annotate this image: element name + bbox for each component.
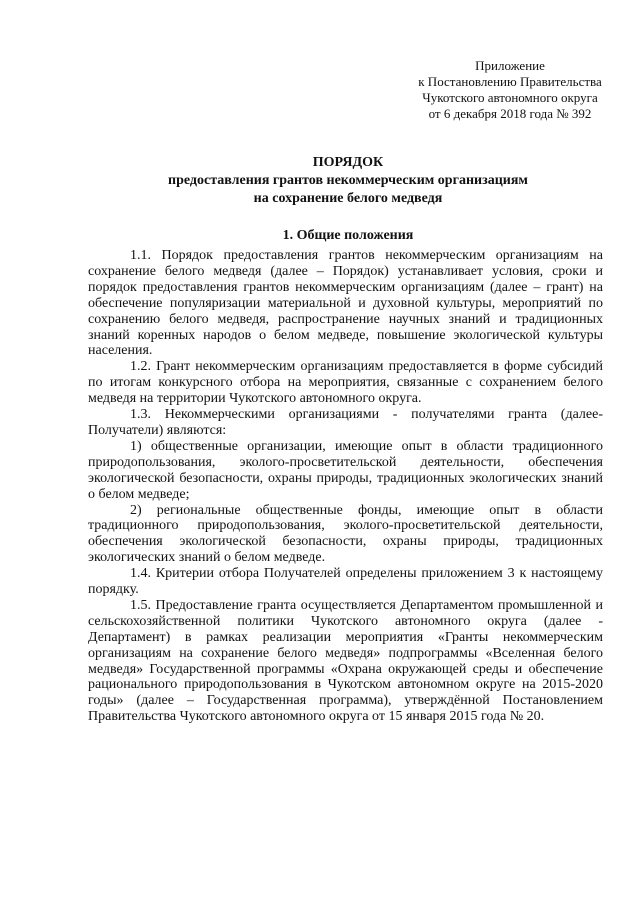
paragraph-1-1: 1.1. Порядок предоставления грантов некоммерческим организациям на сохранение белого медведя (далее – Порядок) устанавливает условия, сроки и порядок предоставления грантов некоммерческим организациям (далее – грант) на обеспечение популяризации материальной и духовной культуры, мероприятий по сохранению белого медведя, распространение научных знаний и традиционных знаний коренных народов о белом медведе, повышение экологической культуры населения. bbox=[88, 248, 603, 359]
title-subtitle-line-2: на сохранение белого медведя bbox=[253, 191, 443, 206]
appendix-line-2: к Постановлению Правительства bbox=[418, 74, 602, 89]
appendix-note bbox=[395, 58, 625, 122]
document-title bbox=[88, 154, 608, 208]
section-body bbox=[88, 248, 603, 725]
paragraph-1-5: 1.5. Предоставление гранта осуществляется Департаментом промышленной и сельскохозяйственной политики Чукотского автономного округа (далее - Департамент) в рамках реализации мероприятия «Гранты некоммерческим организациям на сохранение белого медведя» подпрограммы «Вселенная белого медведя» Государственной программы «Охрана окружающей среды и обеспечение рационального природопользования в Чукотском автономном округе на 2015-2020 годы» (далее – Государственная программа), утверждённой Постановлением Правительства Чукотского автономного округа от 15 января 2015 года № 20. bbox=[88, 597, 603, 725]
section-heading: 1. Общие положения bbox=[282, 228, 414, 243]
paragraph-1-4: 1.4. Критерии отбора Получателей определены приложением 3 к настоящему порядку. bbox=[88, 566, 603, 598]
list-item-2: 2) региональные общественные фонды, имеющие опыт в области традиционного природопользования, эколого-просветительской деятельности, обеспечения экологической безопасности, охраны природы, традиционных экологических знаний о белом медведе. bbox=[88, 502, 603, 566]
list-item-1: 1) общественные организации, имеющие опыт в области традиционного природопользования, эколого-просветительской деятельности, обеспечения экологической безопасности, охраны природы, традиционных экологических знаний о белом медведе; bbox=[88, 438, 603, 502]
appendix-line-4: от 6 декабря 2018 года № 392 bbox=[428, 106, 592, 121]
appendix-line-3: Чукотского автономного округа bbox=[422, 90, 598, 105]
paragraph-1-2: 1.2. Грант некоммерческим организациям предоставляется в форме субсидий по итогам конкурсного отбора на мероприятия, связанные с сохранением белого медведя на территории Чукотского автономного округа. bbox=[88, 359, 603, 407]
paragraph-1-3: 1.3. Некоммерческими организациями - получателями гранта (далее- Получатели) являются: bbox=[88, 407, 603, 438]
title-main: ПОРЯДОК bbox=[312, 155, 384, 170]
title-subtitle-line-1: предоставления грантов некоммерческим организациям bbox=[168, 173, 528, 188]
appendix-line-1: Приложение bbox=[475, 58, 545, 73]
